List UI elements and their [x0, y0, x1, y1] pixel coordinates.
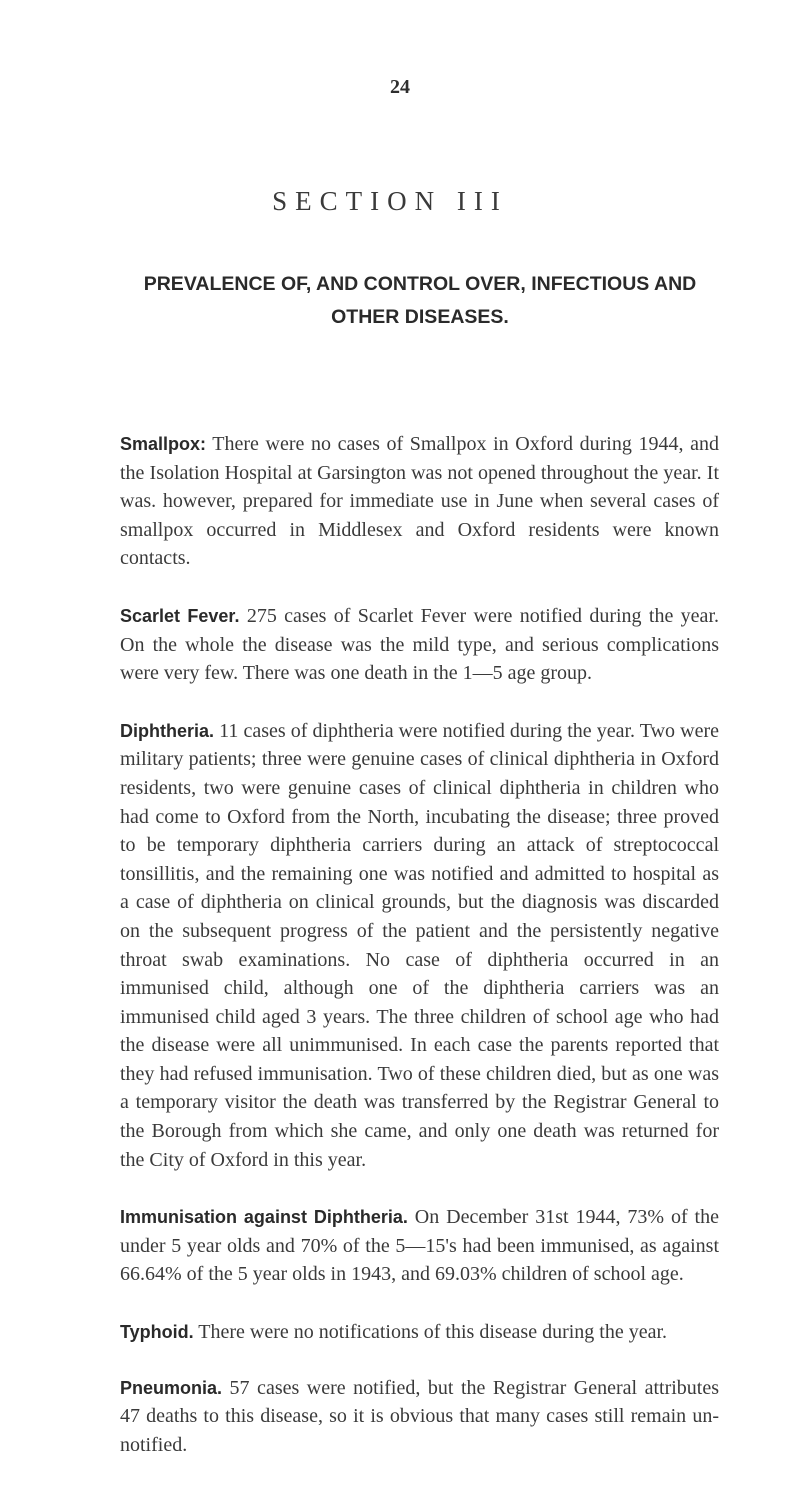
paragraph-immunisation — [120, 1203, 719, 1289]
document-body — [120, 430, 719, 1488]
paragraph-text: 57 cases were notified, but the Registrar General attributes 47 deaths to this disease, so it is obvious that many cases still remain un-notified. — [120, 1376, 719, 1456]
paragraph-pneumonia — [120, 1374, 719, 1460]
paragraph-typhoid — [120, 1318, 719, 1347]
paragraph-text: 275 cases of Scarlet Fever were notified during the year. On the whole the disease was the mild type, and serious complications were very few. There was one death in the 1—5 age group. — [120, 604, 719, 685]
paragraph-heading: Scarlet Fever. — [120, 605, 240, 626]
main-heading: PREVALENCE OF, AND CONTROL OVER, INFECTIOUS AND OTHER DISEASES. — [143, 273, 697, 328]
paragraph-heading: Pneumonia. — [120, 1377, 223, 1398]
page-number: 24 — [390, 76, 410, 98]
paragraph-text: There were no notifications of this disease during the year. — [193, 1321, 668, 1344]
paragraph-heading: Immunisation against Diphtheria. — [120, 1207, 408, 1228]
paragraph-text: On December 31st 1944, 73% of the under 5 year olds and 70% of the 5—15's had been immunised, as against 66.64% of the 5 year olds in 1943, and 69.03% children of school age. — [120, 1206, 719, 1286]
paragraph-scarlet-fever — [120, 602, 719, 688]
paragraph-text: There were no cases of Smallpox in Oxford during 1944, and the Isolation Hospital at Garsington was not opened throughout the year. It was. however, prepared for immediate use in June when several cases of smallpox occurred in Middlesex and Oxford residents were known contacts. — [120, 433, 719, 570]
paragraph-diphtheria — [120, 717, 719, 1175]
paragraph-heading: Typhoid. — [120, 1322, 194, 1343]
paragraph-smallpox — [120, 430, 719, 573]
paragraph-text: 11 cases of diphtheria were notified during the year. Two were military patients; three were genuine cases of clinical diphtheria in Oxford residents, two were genuine cases of clinical diphtheria in children who had come to Oxford from the North, incubating the disease; three proved to be temporary diphtheria carriers during an attack of streptococcal tonsillitis, and the remaining one was notified and admitted to hospital as a case of diphtheria on clinical grounds, but the diagnosis was discarded on the subsequent progress of the patient and the persistently negative throat swab examinations. No case of diphtheria occurred in an immunised child, although one of the diphtheria carriers was an immunised child aged 3 years. The three children of school age who had the disease were all unimmunised. In each case the parents reported that they had refused immunisation. Two of these children died, but as one was a temporary visitor the death was transferred by the Registrar General to the Borough from which she came, and only one death was returned for the City of Oxford in this year. — [120, 719, 719, 1171]
section-title: SECTION III — [272, 186, 508, 216]
paragraph-heading: Diphtheria. — [120, 720, 215, 741]
paragraph-heading: Smallpox: — [120, 434, 207, 454]
